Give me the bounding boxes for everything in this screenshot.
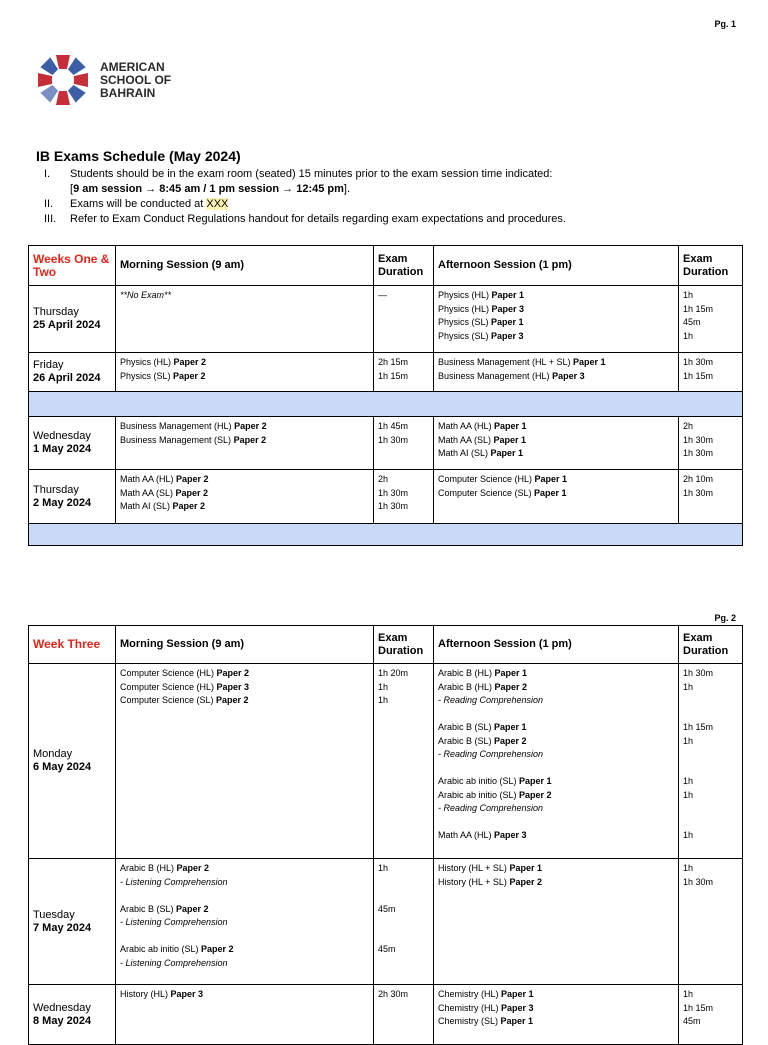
afternoon-heading: Afternoon Session (1 pm) — [434, 246, 679, 286]
separator-row — [29, 524, 743, 546]
exam-entry: Physics (HL) Paper 3 — [438, 303, 525, 314]
spacer — [683, 694, 738, 708]
exam-duration: 1h 30m — [683, 357, 714, 367]
logo-line: SCHOOL OF — [100, 72, 172, 87]
afternoon-duration-cell — [679, 664, 743, 859]
exam-duration: 1h 15m — [378, 370, 409, 381]
item-number: II. — [44, 198, 54, 210]
exam-note: - Listening Comprehension — [120, 917, 228, 927]
exam-entry: Business Management (HL + SL) Paper 1 — [438, 357, 606, 367]
exam-entry: Math AA (HL) Paper 1 — [438, 421, 527, 431]
exam-duration: 2h 30m — [378, 989, 409, 999]
afternoon-cell — [434, 470, 679, 524]
exam-duration: 1h 15m — [683, 370, 714, 381]
exam-entry: Computer Science (SL) Paper 2 — [120, 695, 249, 705]
afternoon-duration-cell — [679, 353, 743, 392]
morning-cell — [116, 859, 374, 985]
exam-entry: Math AI (SL) Paper 2 — [120, 501, 206, 511]
morning-duration-cell — [374, 417, 434, 470]
exam-entry: Chemistry (HL) Paper 1 — [438, 989, 534, 999]
item-number: III. — [44, 213, 57, 225]
exam-entry: History (HL + SL) Paper 1 — [438, 863, 542, 873]
spacer — [120, 930, 369, 944]
exam-duration: 45m — [683, 317, 701, 327]
instruction-item — [36, 167, 566, 182]
table-row — [29, 286, 743, 353]
table-row — [29, 985, 743, 1045]
afternoon-cell — [434, 353, 679, 392]
exam-duration: 1h — [683, 330, 694, 341]
school-name — [100, 61, 171, 100]
spacer — [683, 802, 738, 816]
week-heading: Week Three — [29, 626, 116, 664]
exam-entry: Physics (SL) Paper 2 — [120, 370, 206, 381]
schedule-table-week-three — [28, 625, 743, 1045]
day-cell: Wednesday 8 May 2024 — [29, 985, 116, 1045]
exam-duration: 1h 30m — [683, 876, 714, 887]
item-text: Exams will be conducted at XXX — [70, 198, 229, 210]
exam-duration: 1h 30m — [378, 434, 409, 445]
exam-duration: 1h — [683, 290, 694, 300]
exam-entry: Computer Science (HL) Paper 1 — [438, 474, 568, 484]
morning-duration-cell: — — [374, 286, 434, 353]
day-cell: Tuesday 7 May 2024 — [29, 859, 116, 985]
exam-entry: Physics (HL) Paper 2 — [120, 357, 207, 367]
spacer — [378, 930, 429, 944]
exam-duration: 1h — [378, 863, 389, 873]
exam-entry: Arabic B (HL) Paper 1 — [438, 668, 528, 678]
day-cell: Wednesday 1 May 2024 — [29, 417, 116, 470]
document-title: IB Exams Schedule (May 2024) — [36, 148, 241, 164]
exam-entry: Math AA (SL) Paper 1 — [438, 434, 527, 445]
spacer — [683, 762, 738, 776]
exam-entry: Physics (HL) Paper 1 — [438, 290, 525, 300]
exam-entry: Math AA (HL) Paper 3 — [438, 830, 527, 840]
separator-row — [29, 392, 743, 417]
item-number: I. — [44, 168, 51, 180]
exam-duration: 1h — [683, 789, 694, 800]
table-row — [29, 417, 743, 470]
exam-entry: Physics (SL) Paper 3 — [438, 330, 524, 341]
exam-duration: 1h 15m — [683, 722, 714, 732]
exam-entry: Computer Science (HL) Paper 2 — [120, 668, 250, 678]
school-emblem-icon — [36, 53, 90, 107]
exam-entry: Physics (SL) Paper 1 — [438, 317, 524, 327]
morning-cell — [116, 353, 374, 392]
schedule-table-weeks-one-two — [28, 245, 743, 546]
duration-heading: Exam Duration — [374, 246, 434, 286]
exam-entry: Business Management (SL) Paper 2 — [120, 434, 267, 445]
exam-duration: 1h 15m — [683, 303, 714, 314]
instruction-item-continued — [36, 182, 566, 197]
spacer — [378, 916, 429, 930]
exam-note: - Reading Comprehension — [438, 803, 544, 813]
exam-duration: 1h — [683, 776, 694, 786]
spacer — [378, 957, 429, 971]
exam-duration: 45m — [378, 944, 396, 954]
table-row — [29, 353, 743, 392]
exam-entry: Math AA (SL) Paper 2 — [120, 487, 209, 498]
exam-duration: 2h 15m — [378, 357, 409, 367]
exam-entry: History (HL) Paper 3 — [120, 989, 204, 999]
exam-duration: 45m — [683, 1016, 701, 1026]
afternoon-duration-cell — [679, 417, 743, 470]
item-text: Refer to Exam Conduct Regulations handout for details regarding exam expectations and procedures. — [70, 213, 566, 225]
duration-heading: Exam Duration — [679, 626, 743, 664]
morning-cell: **No Exam** — [116, 286, 374, 353]
exam-entry: Chemistry (HL) Paper 3 — [438, 1002, 534, 1013]
exam-duration: 2h 10m — [683, 474, 714, 484]
duration-heading: Exam Duration — [679, 246, 743, 286]
exam-entry: Arabic B (SL) Paper 2 — [120, 903, 209, 914]
exam-entry: Arabic ab initio (SL) Paper 2 — [438, 789, 552, 800]
afternoon-cell — [434, 985, 679, 1045]
morning-duration-cell — [374, 353, 434, 392]
exam-entry: Computer Science (HL) Paper 3 — [120, 681, 250, 692]
spacer — [683, 748, 738, 762]
morning-duration-cell — [374, 470, 434, 524]
table-header-row — [29, 626, 743, 664]
exam-duration: 1h 20m — [378, 668, 409, 678]
day-cell: Thursday 2 May 2024 — [29, 470, 116, 524]
day-cell: Friday 26 April 2024 — [29, 353, 116, 392]
exam-note: - Reading Comprehension — [438, 695, 544, 705]
exam-entry: Arabic B (HL) Paper 2 — [438, 681, 528, 692]
exam-venue: XXX — [206, 198, 229, 210]
exam-duration: 1h 30m — [683, 668, 714, 678]
exam-duration: 1h 30m — [378, 487, 409, 498]
afternoon-duration-cell — [679, 286, 743, 353]
logo-line: BAHRAIN — [100, 85, 156, 100]
afternoon-cell — [434, 286, 679, 353]
spacer — [378, 889, 429, 903]
week-heading: Weeks One & Two — [29, 246, 116, 286]
exam-duration: 1h 30m — [683, 487, 714, 498]
exam-duration: 1h — [683, 735, 694, 746]
exam-entry: Arabic B (HL) Paper 2 — [120, 863, 210, 873]
exam-entry: Arabic B (SL) Paper 2 — [438, 735, 527, 746]
table-row — [29, 470, 743, 524]
exam-duration: 2h — [378, 474, 389, 484]
morning-cell — [116, 470, 374, 524]
afternoon-cell — [434, 417, 679, 470]
day-cell: Monday 6 May 2024 — [29, 664, 116, 859]
spacer — [438, 708, 674, 722]
exam-duration: 1h — [683, 830, 694, 840]
exam-duration: 1h — [683, 681, 694, 692]
exam-duration: 2h — [683, 421, 694, 431]
page-number: Pg. 2 — [714, 613, 736, 623]
exam-note: - Reading Comprehension — [438, 749, 544, 759]
exam-duration: 1h 15m — [683, 1002, 714, 1013]
spacer — [438, 762, 674, 776]
table-header-row — [29, 246, 743, 286]
afternoon-duration-cell — [679, 985, 743, 1045]
morning-cell — [116, 664, 374, 859]
afternoon-cell — [434, 859, 679, 985]
duration-heading: Exam Duration — [374, 626, 434, 664]
exam-entry: Business Management (HL) Paper 2 — [120, 421, 267, 431]
exam-entry: Math AA (HL) Paper 2 — [120, 474, 209, 484]
exam-entry: Computer Science (SL) Paper 1 — [438, 487, 567, 498]
exam-duration: 1h 30m — [683, 448, 714, 458]
exam-note: - Listening Comprehension — [120, 876, 228, 887]
exam-entry: Arabic ab initio (SL) Paper 1 — [438, 776, 552, 786]
morning-cell — [116, 417, 374, 470]
item-text: Students should be in the exam room (seated) 15 minutes prior to the exam session time indicated: — [70, 168, 553, 180]
afternoon-heading: Afternoon Session (1 pm) — [434, 626, 679, 664]
logo-line: AMERICAN — [100, 59, 165, 74]
exam-duration: 1h — [683, 863, 694, 873]
spacer — [683, 708, 738, 722]
instruction-item — [36, 197, 566, 212]
exam-duration: 1h — [683, 989, 694, 999]
instructions-list — [36, 167, 566, 227]
day-cell: Thursday 25 April 2024 — [29, 286, 116, 353]
morning-heading: Morning Session (9 am) — [116, 626, 374, 664]
exam-duration: 1h — [378, 681, 389, 692]
morning-duration-cell — [374, 664, 434, 859]
morning-duration-cell — [374, 859, 434, 985]
exam-entry: Math AI (SL) Paper 1 — [438, 448, 524, 458]
exam-entry: Arabic ab initio (SL) Paper 2 — [120, 944, 234, 954]
exam-duration: 1h — [378, 695, 389, 705]
exam-duration: 45m — [378, 903, 396, 914]
afternoon-cell — [434, 664, 679, 859]
exam-duration: 1h 45m — [378, 421, 409, 431]
exam-entry: Arabic B (SL) Paper 1 — [438, 722, 527, 732]
exam-note: - Listening Comprehension — [120, 957, 228, 968]
instruction-item — [36, 212, 566, 227]
school-logo — [36, 52, 176, 108]
exam-duration: 1h 30m — [378, 501, 409, 511]
afternoon-duration-cell — [679, 470, 743, 524]
exam-entry: Business Management (HL) Paper 3 — [438, 370, 585, 381]
morning-cell — [116, 985, 374, 1045]
table-row — [29, 859, 743, 985]
exam-entry: Chemistry (SL) Paper 1 — [438, 1016, 534, 1026]
table-row — [29, 664, 743, 859]
exam-entry: History (HL + SL) Paper 2 — [438, 876, 542, 887]
morning-heading: Morning Session (9 am) — [116, 246, 374, 286]
page-number: Pg. 1 — [714, 19, 736, 29]
spacer — [120, 889, 369, 903]
morning-duration-cell — [374, 985, 434, 1045]
spacer — [438, 816, 674, 830]
exam-duration: 1h 30m — [683, 434, 714, 445]
item-text: [9 am session → 8:45 am / 1 pm session → 12:45 pm]. — [70, 183, 351, 195]
spacer — [683, 816, 738, 830]
spacer — [378, 876, 429, 890]
afternoon-duration-cell — [679, 859, 743, 985]
